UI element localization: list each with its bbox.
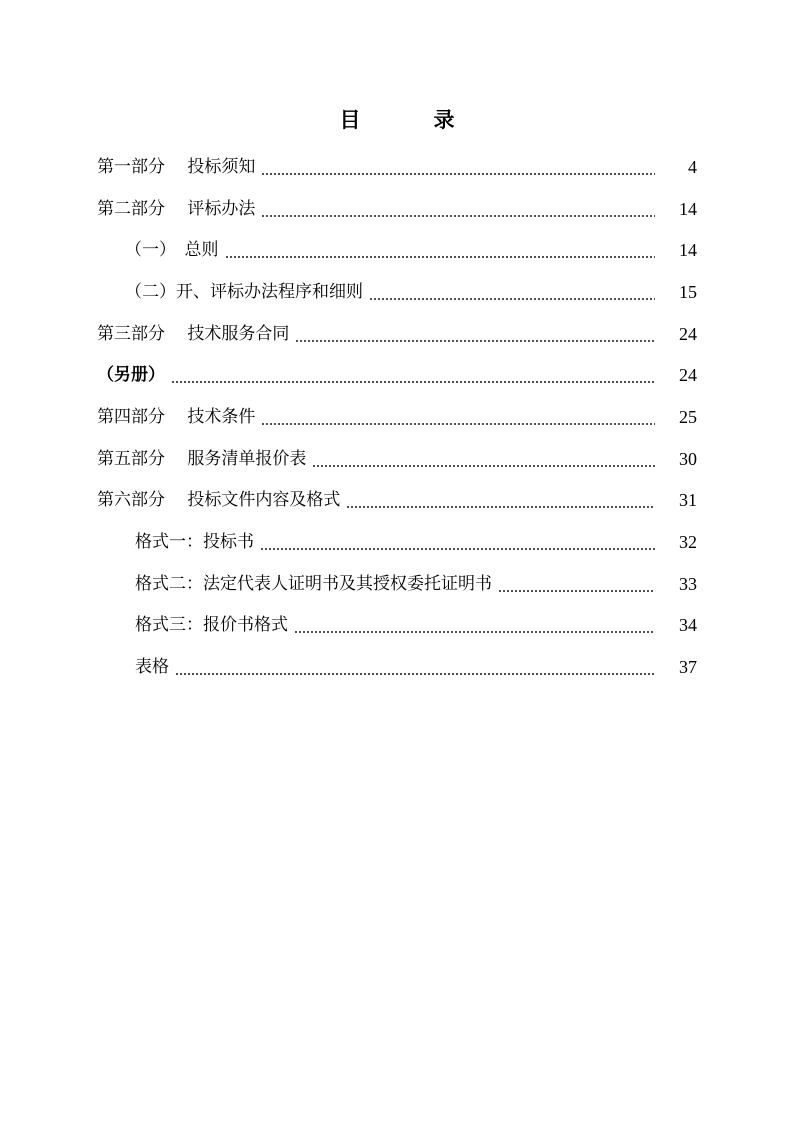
toc-entry-label: 格式一：投标书 [135, 532, 254, 553]
toc-entry[interactable] [97, 188, 697, 230]
toc-entry-label: 第六部分 投标文件内容及格式 [97, 490, 341, 511]
toc-entry[interactable] [97, 146, 697, 188]
toc-title: 目 录 [339, 107, 481, 132]
toc-dot-leader [261, 201, 655, 221]
toc-entry[interactable] [97, 229, 697, 271]
toc-entry-label: （一） 总则 [125, 240, 219, 261]
toc-dot-leader [260, 534, 655, 554]
toc-entry-page-number: 24 [679, 365, 697, 386]
toc-entry-label: （另册） [97, 365, 165, 386]
toc-entry-page-number: 4 [688, 156, 697, 177]
toc-dot-leader [312, 451, 655, 471]
toc-dot-leader [295, 326, 655, 346]
toc-entry-page-number: 32 [679, 532, 697, 553]
toc-dot-leader [294, 617, 655, 637]
toc-entry[interactable] [97, 563, 697, 605]
toc-entry[interactable] [97, 646, 697, 688]
toc-entry-label: 第三部分 技术服务合同 [97, 323, 290, 344]
toc-entry[interactable] [97, 605, 697, 647]
toc-dot-leader [346, 492, 655, 512]
toc-entry-page-number: 31 [679, 490, 697, 511]
toc-entry-page-number: 33 [679, 573, 697, 594]
toc-entry-label: 格式三：报价书格式 [135, 615, 288, 636]
toc-entry-label: 格式二：法定代表人证明书及其授权委托证明书 [135, 573, 492, 594]
toc-dot-leader [225, 242, 656, 262]
toc-entry-page-number: 14 [679, 240, 697, 261]
toc-dot-leader [175, 659, 655, 679]
toc-entry-page-number: 14 [679, 198, 697, 219]
toc-entry[interactable] [97, 480, 697, 522]
toc-entry-label: 第一部分 投标须知 [97, 156, 256, 177]
toc-entry[interactable] [97, 313, 697, 355]
toc-dot-leader [261, 409, 655, 429]
toc-entry-label: （二）开、评标办法程序和细则 [125, 281, 363, 302]
toc-entry-page-number: 24 [679, 323, 697, 344]
table-of-contents [97, 146, 697, 688]
toc-entry-label: 表格 [135, 657, 169, 678]
toc-entry[interactable] [97, 396, 697, 438]
toc-entry[interactable] [97, 438, 697, 480]
toc-entry[interactable] [97, 521, 697, 563]
toc-entry-page-number: 15 [679, 281, 697, 302]
toc-dot-leader [369, 284, 655, 304]
toc-entry[interactable] [97, 354, 697, 396]
toc-dot-leader [171, 367, 655, 387]
toc-entry-page-number: 30 [679, 448, 697, 469]
toc-entry-label: 第四部分 技术条件 [97, 406, 256, 427]
toc-entry[interactable] [97, 271, 697, 313]
toc-entry-page-number: 25 [679, 406, 697, 427]
toc-entry-page-number: 37 [679, 657, 697, 678]
toc-entry-label: 第二部分 评标办法 [97, 198, 256, 219]
toc-dot-leader [498, 576, 655, 596]
toc-entry-page-number: 34 [679, 615, 697, 636]
toc-entry-label: 第五部分 服务清单报价表 [97, 448, 307, 469]
toc-dot-leader [261, 159, 655, 179]
